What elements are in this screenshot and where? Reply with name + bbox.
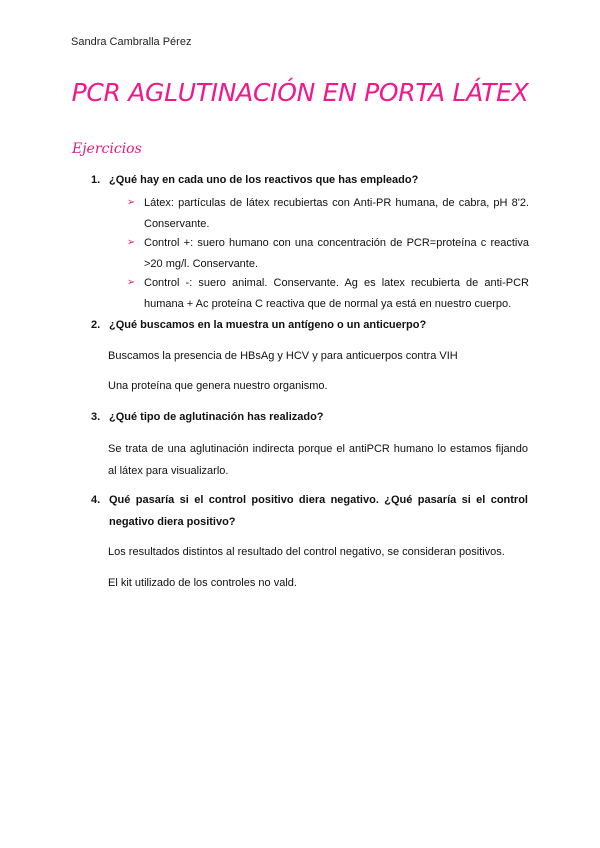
question-4 — [91, 489, 528, 533]
answer-text: Buscamos la presencia de HBsAg y HCV y para anticuerpos contra VIH — [108, 350, 458, 362]
bullet-item — [127, 233, 529, 274]
question-text: ¿Qué hay en cada uno de los reactivos que has empleado? — [109, 174, 419, 186]
bullet-item — [127, 273, 529, 314]
bullet-item — [127, 193, 529, 234]
question-number: 3. — [91, 411, 101, 423]
question-text: ¿Qué buscamos en la muestra un antígeno o un anticuerpo? — [109, 319, 427, 331]
answer-text: Se trata de una aglutinación indirecta porque el antiPCR humano lo estamos fijando al látex para visualizarlo. — [108, 443, 528, 477]
question-number: 1. — [91, 174, 101, 186]
bullet-text: Látex: partículas de látex recubiertas con Anti-PR humana, de cabra, pH 8'2. Conservante. — [144, 197, 529, 230]
question-3 — [91, 406, 528, 428]
page-title: PCR AGLUTINACIÓN EN PORTA LÁTEX — [71, 78, 529, 107]
answer-text: Una proteína que genera nuestro organismo. — [108, 380, 328, 392]
question-text: Qué pasaría si el control positivo diera negativo. ¿Qué pasaría si el control negativo diera positivo? — [109, 494, 528, 528]
arrow-bullet-icon: ➢ — [127, 237, 136, 248]
bullet-text: Control -: suero animal. Conservante. Ag es latex recubierta de anti-PCR humana + Ac proteína C reactiva que de normal ya está en nuestro cuerpo. — [144, 277, 529, 310]
question-2 — [91, 314, 528, 336]
question-1 — [91, 169, 528, 191]
arrow-bullet-icon: ➢ — [127, 197, 136, 208]
question-number: 2. — [91, 319, 101, 331]
answer-text: Los resultados distintos al resultado del control negativo, se consideran positivos. — [108, 546, 505, 558]
author-name: Sandra Cambralla Pérez — [71, 36, 192, 48]
question-text: ¿Qué tipo de aglutinación has realizado? — [109, 411, 324, 423]
bullet-text: Control +: suero humano con una concentración de PCR=proteína c reactiva >20 mg/l. Conservante. — [144, 237, 529, 270]
arrow-bullet-icon: ➢ — [127, 277, 136, 288]
question-number: 4. — [91, 494, 101, 506]
answer-text: El kit utilizado de los controles no vald. — [108, 577, 297, 589]
section-heading: Ejercicios — [72, 141, 142, 157]
